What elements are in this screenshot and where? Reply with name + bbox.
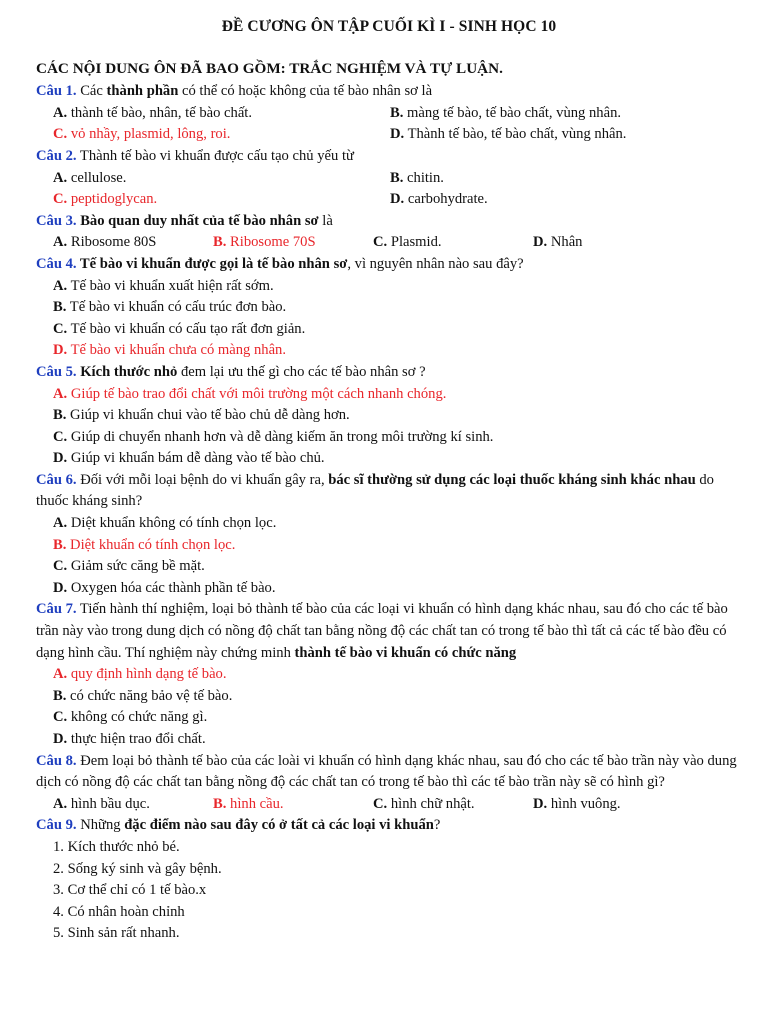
list-item: 2. Sống ký sinh và gây bệnh. xyxy=(53,860,222,877)
option-c-correct: C. peptidoglycan. xyxy=(53,191,158,208)
question-8: Câu 8. Đem loại bỏ thành tế bào của các loài vi khuẩn có hình dạng khác nhau, sau đó cho các tế bào trần này vào dung dịch có nồng độ các chất tan bằng nồng độ các chất tan có trong tế bào thì các tế bào trần này sẽ có hình gì? xyxy=(36,752,737,791)
option-a: A. Diệt khuẩn không có tính chọn lọc. xyxy=(53,515,277,532)
list-item: 4. Có nhân hoàn chỉnh xyxy=(53,903,185,920)
option-b-correct: B. Ribosome 70S xyxy=(213,234,316,251)
list-item: 5. Sinh sản rất nhanh. xyxy=(53,925,180,942)
question-7: Câu 7. Tiến hành thí nghiệm, loại bỏ thành tế bào của các loại vi khuẩn có hình dạng khác nhau, sau đó cho các tế bào trần này vào trong dung dịch có nồng độ chất tan bằng nồng độ các chất tan có trong tế bào thì tất cả các tế bào đều có dạng hình cầu. Thí nghiệm này chứng minh thành tế bào vi khuẩn có chức năng xyxy=(36,601,728,661)
option-d: D. carbohydrate. xyxy=(390,191,488,208)
question-6: Câu 6. Đối với mỗi loại bệnh do vi khuẩn gây ra, bác sĩ thường sử dụng các loại thuốc kháng sinh khác nhau do thuốc kháng sinh? xyxy=(36,471,714,510)
option-b: B. màng tế bào, tế bào chất, vùng nhân. xyxy=(390,104,622,121)
question-label: Câu 3. xyxy=(36,212,77,229)
option-a: A. Ribosome 80S xyxy=(53,234,157,251)
option-c: C. hình chữ nhật. xyxy=(373,795,475,812)
option-c: C. Plasmid. xyxy=(373,234,442,251)
list-item: 3. Cơ thể chỉ có 1 tế bào.x xyxy=(53,882,207,899)
option-d: D. Thành tế bào, tế bào chất, vùng nhân. xyxy=(390,126,627,143)
list-item: 1. Kích thước nhỏ bé. xyxy=(53,838,180,855)
option-b: B. chitin. xyxy=(390,169,444,186)
section-heading: CÁC NỘI DUNG ÔN ĐÃ BAO GỒM: TRẮC NGHIỆM VÀ TỰ LUẬN. xyxy=(36,59,503,77)
option-b-correct: B. hình cầu. xyxy=(213,795,284,812)
question-5: Câu 5. Kích thước nhỏ đem lại ưu thế gì cho các tế bào nhân sơ ? xyxy=(36,363,426,380)
option-a: A. hình bầu dục. xyxy=(53,795,150,812)
option-d: D. hình vuông. xyxy=(533,795,621,812)
document-title: ĐỀ CƯƠNG ÔN TẬP CUỐI KÌ I - SINH HỌC 10 xyxy=(221,18,557,35)
question-label: Câu 6. xyxy=(36,471,77,488)
question-label: Câu 2. xyxy=(36,147,77,164)
option-c: C. Giúp di chuyển nhanh hơn và dễ dàng kiếm ăn trong môi trường kí sinh. xyxy=(53,428,494,445)
option-c-correct: C. vỏ nhầy, plasmid, lông, roi. xyxy=(53,126,231,143)
option-a: A. cellulose. xyxy=(53,169,127,186)
question-1: Câu 1. Các thành phần có thể có hoặc không của tế bào nhân sơ là xyxy=(36,83,433,100)
question-label: Câu 8. xyxy=(36,752,77,769)
option-b: B. Giúp vi khuẩn chui vào tế bào chủ dễ dàng hơn. xyxy=(53,407,350,424)
option-b: B. có chức năng bảo vệ tế bào. xyxy=(53,687,233,704)
option-c: C. Tế bào vi khuẩn có cấu tạo rất đơn giản. xyxy=(53,320,306,337)
question-label: Câu 7. xyxy=(36,601,77,618)
option-a: A. Tế bào vi khuẩn xuất hiện rất sớm. xyxy=(53,277,274,294)
option-d: D. Giúp vi khuẩn bám dễ dàng vào tế bào chủ. xyxy=(53,450,325,467)
question-1-options xyxy=(36,103,742,146)
option-b: B. Tế bào vi khuẩn có cấu trúc đơn bào. xyxy=(53,299,287,316)
question-2: Câu 2. Thành tế bào vi khuẩn được cấu tạo chủ yếu từ xyxy=(36,147,354,164)
option-b-correct: B. Diệt khuẩn có tính chọn lọc. xyxy=(53,536,236,553)
question-label: Câu 9. xyxy=(36,817,77,834)
option-d: D. Nhân xyxy=(533,234,583,251)
question-4: Câu 4. Tế bào vi khuẩn được gọi là tế bào nhân sơ, vì nguyên nhân nào sau đây? xyxy=(36,255,524,272)
question-3-options xyxy=(36,232,742,254)
option-a: A. thành tế bào, nhân, tế bào chất. xyxy=(53,104,252,121)
option-d: D. thực hiện trao đổi chất. xyxy=(53,731,206,747)
option-d-correct: D. Tế bào vi khuẩn chưa có màng nhân. xyxy=(53,342,286,359)
option-a-correct: A. quy định hình dạng tế bào. xyxy=(53,666,227,683)
question-2-options xyxy=(36,168,742,211)
option-c: C. không có chức năng gì. xyxy=(53,709,208,726)
question-label: Câu 5. xyxy=(36,363,77,380)
question-label: Câu 1. xyxy=(36,83,77,100)
question-3: Câu 3. Bào quan duy nhất của tế bào nhân sơ là xyxy=(36,212,333,229)
question-label: Câu 4. xyxy=(36,255,77,272)
option-c: C. Giảm sức căng bề mặt. xyxy=(53,558,205,575)
question-9: Câu 9. Những đặc điểm nào sau đây có ở tất cả các loại vi khuẩn? xyxy=(36,817,441,834)
option-d: D. Oxygen hóa các thành phần tế bào. xyxy=(53,579,276,596)
option-a-correct: A. Giúp tế bào trao đổi chất với môi trường một cách nhanh chóng. xyxy=(53,385,447,402)
question-8-options xyxy=(36,794,742,816)
